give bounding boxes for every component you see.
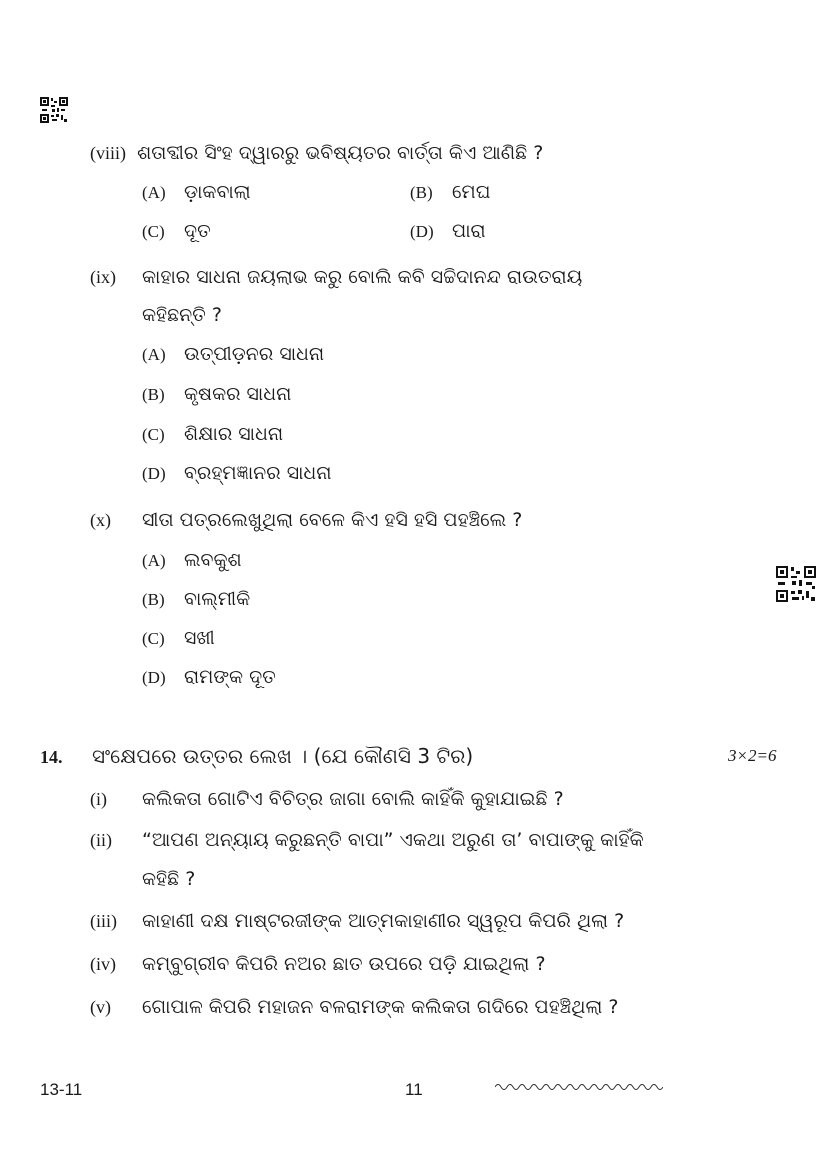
- question-14-heading: [40, 737, 473, 775]
- q14-item-ii-line2: କହିଛି ?: [142, 868, 196, 890]
- question-number: (viii): [90, 143, 126, 163]
- question-ix: [90, 258, 582, 296]
- option-b: (B) ମେଘ: [410, 181, 491, 203]
- option-d: (D) ପାରା: [410, 220, 486, 242]
- option-a: (A) ଉତ୍ପୀଡ଼ନର ସାଧନା: [142, 343, 325, 365]
- footer-code: 13-11: [40, 1080, 83, 1099]
- marks-label: 3×2=6: [728, 746, 777, 765]
- q14-item-iii: (iii) କାହାଣୀ ଦକ୍ଷ ମାଷ୍ଟରଜୀଙ୍କ ଆତ୍ମକାହାଣୀର ସ୍ୱରୂପ କିପରି ଥିଲା ?: [90, 910, 625, 932]
- option-a: (A) ଲବକୁଶ: [142, 549, 242, 571]
- page-number: 11: [405, 1080, 423, 1099]
- option-c: (C) ଶିକ୍ଷାର ସାଧନା: [142, 423, 284, 445]
- q14-item-i: (i) କଲିକତା ଗୋଟିଏ ବିଚିତ୍ର ଜାଗା ବୋଲି କାହିଁକି କୁହାଯାଇଛି ?: [90, 788, 564, 810]
- question-viii: [90, 134, 543, 172]
- option-c: (C) ଦୂତ: [142, 220, 211, 242]
- option-b: (B) ବାଲ୍ମୀକି: [142, 588, 251, 610]
- question-x: [90, 501, 522, 539]
- option-a: (A) ଡ଼ାକବାଲା: [142, 181, 251, 203]
- question-text-line1: କାହାର ସାଧନା ଜୟଲାଭ କରୁ ବୋଲି କବି ସଚ୍ଚିଦାନନ୍ଦ ରାଉତରାୟ: [142, 266, 583, 288]
- q14-item-ii: (ii) “ଆପଣ ଅନ୍ୟାୟ କରୁଛନ୍ତି ବାପା” ଏକଥା ଅରୁଣ ତା’ ବାପାଙ୍କୁ କାହିଁକି: [90, 829, 644, 851]
- option-d: (D) ରାମଙ୍କ ଦୂତ: [142, 666, 276, 688]
- question-text: ସୀତା ପତ୍ରଲେଖୁଥିଲା ବେଳେ କିଏ ହସି ହସି ପହଞ୍ଚିଲେ ?: [142, 509, 523, 531]
- qr-code-right: [776, 566, 816, 602]
- wavy-line-decoration: [495, 1082, 663, 1092]
- q14-item-v: (v) ଗୋପାଳ କିପରି ମହାଜନ ବଳରାମଙ୍କ କଲିକତା ଗଦିରେ ପହଞ୍ଚିଥିଲା ?: [90, 996, 619, 1018]
- q14-item-iv: (iv) କମ୍ବୁଗ୍ରୀବ କିପରି ନଅର ଛାତ ଉପରେ ପଡ଼ି ଯାଇଥିଲା ?: [90, 953, 546, 975]
- question-number: (x): [90, 510, 111, 530]
- option-c: (C) ସଖୀ: [142, 627, 215, 649]
- question-text-line2: କହିଛନ୍ତି ?: [142, 304, 222, 326]
- qr-code-top: [40, 97, 68, 123]
- question-heading: ସଂକ୍ଷେପରେ ଉତ୍ତର ଲେଖ । (ଯେ କୌଣସି 3 ଟିର): [92, 744, 474, 768]
- question-text: ଶତାବ୍ଦୀର ସିଂହ ଦ୍ୱାରରୁ ଭବିଷ୍ୟତର ବାର୍ତ୍ତା କିଏ ଆଣିଛି ?: [137, 142, 544, 164]
- option-b: (B) କୃଷକର ସାଧନା: [142, 383, 292, 405]
- option-d: (D) ବ୍ରହ୍ମଜ୍ଞାନର ସାଧନା: [142, 462, 332, 484]
- question-number: 14.: [40, 747, 63, 767]
- question-number: (ix): [90, 267, 116, 287]
